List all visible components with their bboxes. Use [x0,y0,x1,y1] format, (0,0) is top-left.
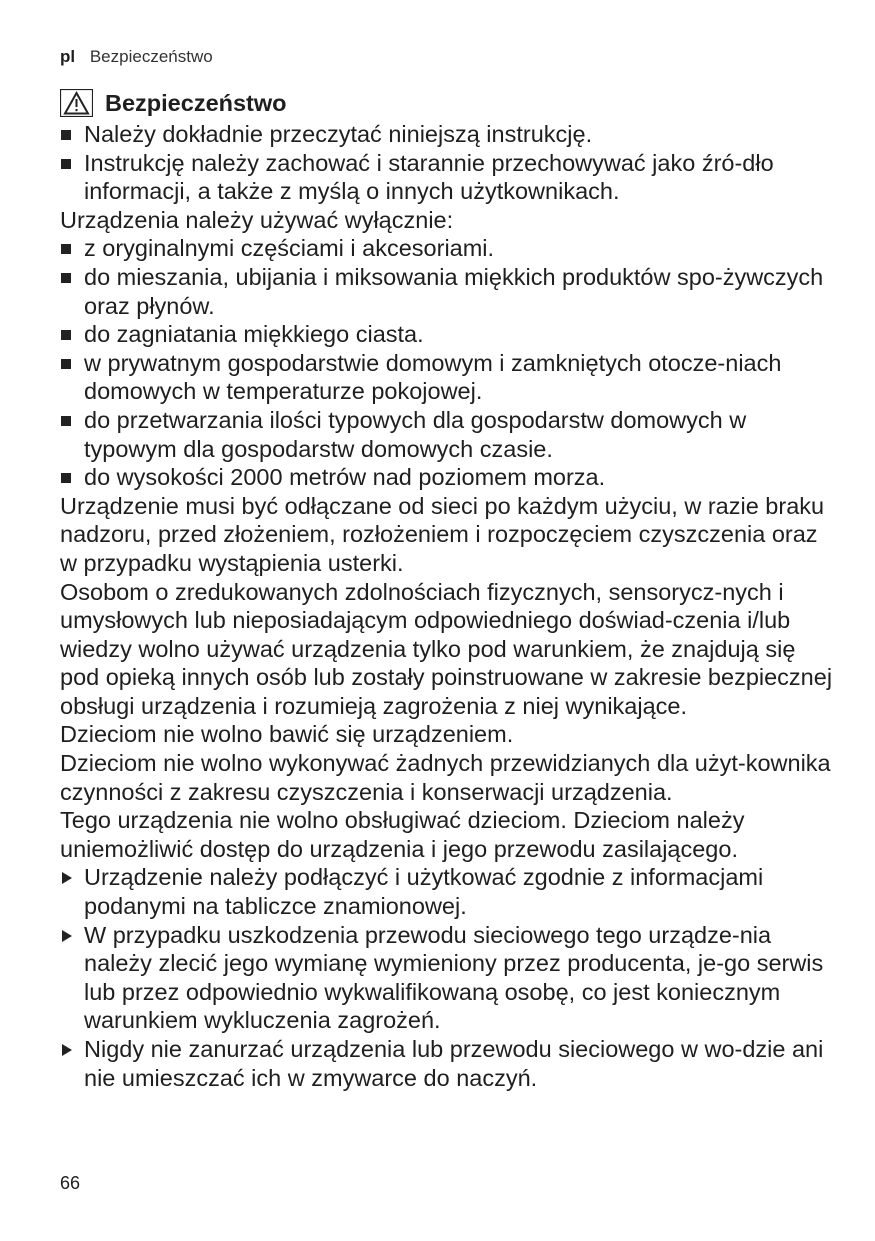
section-name: Bezpieczeństwo [89,47,213,66]
section-title: Bezpieczeństwo [105,89,287,116]
use-list [60,234,835,491]
page-number: 66 [60,1173,81,1193]
intro-list [60,120,835,206]
action-item: Nigdy nie zanurzać urządzenia lub przewodu sieciowego w wo-dzie ani nie umieszczać ich w zmywarce do naczyń. [60,1035,835,1092]
paragraph-children-cleaning: Dzieciom nie wolno wykonywać żadnych przewidzianych dla użyt-kownika czynności z zakresu czyszczenia i konserwacji urządzenia. [60,750,831,805]
paragraph-reduced-abilities: Osobom o zredukowanych zdolnościach fizycznych, sensorycz-nych i umysłowych lub nieposiadającym odpowiedniego doświad-czenia i/lub wiedzy wolno używać urządzenia tylko pod warunkiem, że znajdują się pod opieką innych osób lub zostały poinstruowane w zakresie bezpiecznej obsługi urządzenia i rozumieją zagrożenia z niej wynikające. [60,578,833,719]
list-item: w prywatnym gospodarstwie domowym i zamkniętych otocze-niach domowych w temperaturze pokojowej. [60,349,835,406]
page-header [60,47,213,67]
paragraph-children-play: Dzieciom nie wolno bawić się urządzeniem. [60,721,514,748]
warning-icon [60,89,93,117]
list-item: z oryginalnymi częściami i akcesoriami. [60,234,835,263]
list-item: Instrukcję należy zachować i starannie przechowywać jako źró-dło informacji, a także z myślą o innych użytkownikach. [60,149,835,206]
paragraph-disconnect: Urządzenie musi być odłączane od sieci po każdym użyciu, w razie braku nadzoru, przed złożeniem, rozłożeniem i rozpoczęciem czyszczenia oraz w przypadku wystąpienia usterki. [60,492,825,576]
action-item: Urządzenie należy podłączyć i użytkować zgodnie z informacjami podanymi na tabliczce znamionowej. [60,863,835,920]
list-item: do przetwarzania ilości typowych dla gospodarstw domowych w typowym dla gospodarstw domowych czasie. [60,406,835,463]
list-item: do zagniatania miękkiego ciasta. [60,320,835,349]
section-title-row [60,86,835,120]
list-item: do mieszania, ubijania i miksowania miękkich produktów spo-żywczych oraz płynów. [60,263,835,320]
action-item: W przypadku uszkodzenia przewodu sieciowego tego urządze-nia należy zlecić jego wymianę wymieniony przez producenta, je-go serwis lub przez odpowiednio wykwalifikowaną osobę, co jest koniecznym warunkiem wykluczenia zagrożeń. [60,921,835,1035]
list-item: Należy dokładnie przeczytać niniejszą instrukcję. [60,120,835,149]
use-only-label: Urządzenia należy używać wyłącznie: [60,206,454,233]
language-code: pl [60,47,76,66]
action-list [60,863,835,1092]
safety-section [60,86,835,1092]
list-item: do wysokości 2000 metrów nad poziomem morza. [60,463,835,492]
paragraph-children-access: Tego urządzenia nie wolno obsługiwać dzieciom. Dzieciom należy uniemożliwić dostęp do urządzenia i jego przewodu zasilającego. [60,807,745,862]
